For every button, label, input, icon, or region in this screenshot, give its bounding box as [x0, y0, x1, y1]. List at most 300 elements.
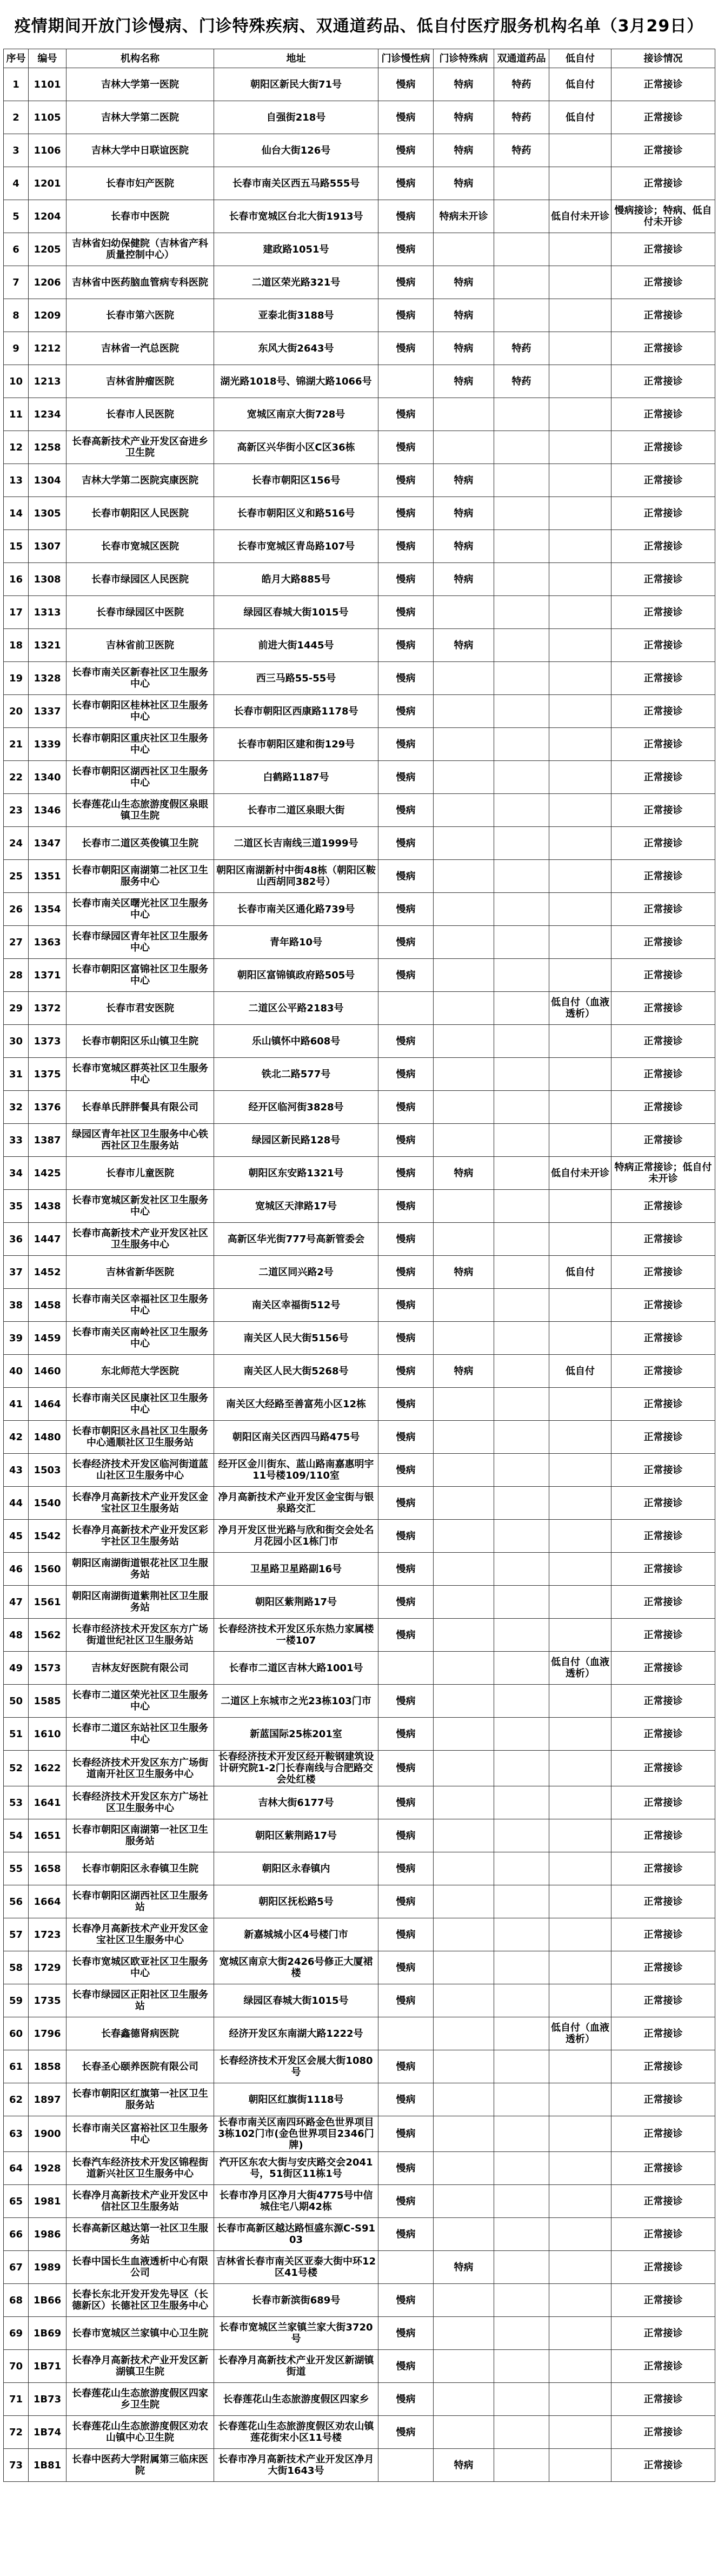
institution-table — [3, 49, 715, 2482]
row-index: 71 — [4, 2383, 29, 2416]
row-index: 3 — [4, 134, 29, 167]
row-address: 吉林大街6177号 — [214, 1786, 378, 1819]
row-code: 1212 — [29, 332, 67, 365]
row-index: 5 — [4, 200, 29, 233]
row-code: 1542 — [29, 1520, 67, 1553]
row-status: 正常接诊 — [611, 2116, 715, 2152]
row-low-copay — [549, 2317, 611, 2350]
row-status: 正常接诊 — [611, 1885, 715, 1918]
table-row — [4, 662, 715, 695]
row-index: 37 — [4, 1256, 29, 1289]
row-code: 1460 — [29, 1355, 67, 1388]
row-special — [434, 1487, 494, 1520]
row-address: 高新区华光街777号高新管委会 — [214, 1223, 378, 1256]
header-chronic: 门诊慢性病 — [378, 49, 434, 68]
table-row — [4, 2251, 715, 2284]
row-low-copay — [549, 1751, 611, 1786]
table-row — [4, 1058, 715, 1091]
row-index: 55 — [4, 1852, 29, 1885]
row-dual-channel — [494, 2284, 549, 2317]
row-index: 53 — [4, 1786, 29, 1819]
row-index: 26 — [4, 893, 29, 926]
row-code: 1562 — [29, 1619, 67, 1652]
row-name: 长春市朝阳区永昌社区卫生服务中心通顺社区卫生服务站 — [67, 1421, 214, 1454]
row-name: 长春市君安医院 — [67, 992, 214, 1025]
row-low-copay — [549, 1586, 611, 1619]
row-dual-channel — [494, 398, 549, 431]
row-code: 1363 — [29, 926, 67, 959]
table-row — [4, 2050, 715, 2083]
row-status: 慢病接诊；特病、低自付未开诊 — [611, 200, 715, 233]
row-dual-channel — [494, 794, 549, 827]
row-special — [434, 1190, 494, 1223]
row-low-copay — [549, 1388, 611, 1421]
table-row — [4, 1124, 715, 1157]
row-name: 长春中国长生血液透析中心有限公司 — [67, 2251, 214, 2284]
row-low-copay — [549, 1487, 611, 1520]
row-name: 东北师范大学医院 — [67, 1355, 214, 1388]
row-special — [434, 2083, 494, 2116]
row-index: 42 — [4, 1421, 29, 1454]
row-dual-channel — [494, 1652, 549, 1685]
row-low-copay — [549, 1520, 611, 1553]
row-status: 正常接诊 — [611, 728, 715, 761]
table-row — [4, 728, 715, 761]
table-row — [4, 134, 715, 167]
row-address: 青年路10号 — [214, 926, 378, 959]
row-special — [434, 1652, 494, 1685]
row-name: 长春市宽城区新发社区卫生服务中心 — [67, 1190, 214, 1223]
row-index: 25 — [4, 860, 29, 893]
row-special: 特病 — [434, 530, 494, 563]
row-index: 14 — [4, 497, 29, 530]
row-low-copay — [549, 1786, 611, 1819]
row-address: 湖光路1018号、锦湖大路1066号 — [214, 365, 378, 398]
row-status: 正常接诊 — [611, 596, 715, 629]
row-code: 1258 — [29, 431, 67, 464]
row-index: 38 — [4, 1289, 29, 1322]
row-name: 长春高新区越达第一社区卫生服务站 — [67, 2218, 214, 2251]
table-row — [4, 1256, 715, 1289]
row-dual-channel — [494, 1984, 549, 2017]
row-status: 正常接诊 — [611, 959, 715, 992]
row-chronic: 慢病 — [378, 1454, 434, 1487]
row-chronic — [378, 2251, 434, 2284]
table-row — [4, 332, 715, 365]
row-index: 54 — [4, 1819, 29, 1852]
row-name: 长春市朝阳区湖西社区卫生服务中心 — [67, 761, 214, 794]
row-index: 34 — [4, 1157, 29, 1190]
row-status: 正常接诊 — [611, 1652, 715, 1685]
row-address: 宽城区南京大街2426号修正大厦裙楼 — [214, 1951, 378, 1984]
row-chronic: 慢病 — [378, 596, 434, 629]
row-address: 铁北二路577号 — [214, 1058, 378, 1091]
row-status: 正常接诊 — [611, 2017, 715, 2050]
row-name: 长春市朝阳区红旗第一社区卫生服务站 — [67, 2083, 214, 2116]
row-code: 1585 — [29, 1685, 67, 1718]
row-address: 建政路1051号 — [214, 233, 378, 266]
row-dual-channel: 特药 — [494, 68, 549, 101]
table-row — [4, 794, 715, 827]
row-chronic: 慢病 — [378, 134, 434, 167]
table-row — [4, 1951, 715, 1984]
row-chronic: 慢病 — [378, 1718, 434, 1751]
row-special: 特病未开诊 — [434, 200, 494, 233]
table-row — [4, 1289, 715, 1322]
row-address: 绿园区春城大街1015号 — [214, 1984, 378, 2017]
row-special — [434, 1586, 494, 1619]
row-name: 长春市绿园区正阳社区卫生服务站 — [67, 1984, 214, 2017]
row-low-copay — [549, 266, 611, 299]
row-status: 正常接诊 — [611, 926, 715, 959]
table-row — [4, 398, 715, 431]
row-chronic: 慢病 — [378, 629, 434, 662]
row-code: 1206 — [29, 266, 67, 299]
row-index: 23 — [4, 794, 29, 827]
row-dual-channel: 特药 — [494, 365, 549, 398]
row-code: 1354 — [29, 893, 67, 926]
row-name: 长春市绿园区中医院 — [67, 596, 214, 629]
row-dual-channel — [494, 1487, 549, 1520]
row-address: 二道区荣光路321号 — [214, 266, 378, 299]
table-row — [4, 2152, 715, 2185]
row-dual-channel — [494, 497, 549, 530]
row-index: 4 — [4, 167, 29, 200]
row-low-copay — [549, 431, 611, 464]
row-dual-channel — [494, 1685, 549, 1718]
row-address: 南关区幸福街512号 — [214, 1289, 378, 1322]
row-chronic: 慢病 — [378, 1885, 434, 1918]
row-dual-channel — [494, 530, 549, 563]
row-special — [434, 1421, 494, 1454]
table-row — [4, 1619, 715, 1652]
row-chronic: 慢病 — [378, 266, 434, 299]
row-index: 11 — [4, 398, 29, 431]
row-index: 1 — [4, 68, 29, 101]
row-special — [434, 2218, 494, 2251]
row-dual-channel — [494, 1190, 549, 1223]
row-address: 朝阳区红旗街1118号 — [214, 2083, 378, 2116]
row-dual-channel — [494, 662, 549, 695]
row-status: 正常接诊 — [611, 2284, 715, 2317]
row-dual-channel — [494, 1718, 549, 1751]
row-index: 59 — [4, 1984, 29, 2017]
row-special — [434, 1918, 494, 1951]
row-address: 朝阳区南湖新村中街48栋（朝阳区鞍山西胡同382号） — [214, 860, 378, 893]
row-index: 60 — [4, 2017, 29, 2050]
table-row — [4, 629, 715, 662]
row-low-copay — [549, 761, 611, 794]
row-low-copay — [549, 2083, 611, 2116]
row-code: 1723 — [29, 1918, 67, 1951]
row-address: 长春莲花山生态旅游度假区劝农山镇莲花街宋小区11号楼 — [214, 2416, 378, 2449]
row-special — [434, 2350, 494, 2383]
row-code: 1346 — [29, 794, 67, 827]
row-index: 43 — [4, 1454, 29, 1487]
row-name: 绿园区青年社区卫生服务中心铁西社区卫生服务站 — [67, 1124, 214, 1157]
table-row — [4, 992, 715, 1025]
row-chronic: 慢病 — [378, 1487, 434, 1520]
table-row — [4, 893, 715, 926]
row-chronic — [378, 365, 434, 398]
row-name: 长春汽车经济技术开发区锦程街道新兴社区卫生服务中心 — [67, 2152, 214, 2185]
row-special — [434, 926, 494, 959]
row-dual-channel — [494, 2218, 549, 2251]
row-status: 正常接诊 — [611, 860, 715, 893]
row-address: 自强街218号 — [214, 101, 378, 134]
table-row — [4, 1388, 715, 1421]
row-address: 长春经济技术开发区会展大街1080号 — [214, 2050, 378, 2083]
table-row — [4, 530, 715, 563]
row-address: 二道区上东城市之光23栋103门市 — [214, 1685, 378, 1718]
row-index: 68 — [4, 2284, 29, 2317]
row-special — [434, 1058, 494, 1091]
row-special: 特病 — [434, 464, 494, 497]
row-name: 长春市二道区英俊镇卫生院 — [67, 827, 214, 860]
row-status: 正常接诊 — [611, 1586, 715, 1619]
row-special: 特病 — [434, 629, 494, 662]
row-status: 正常接诊 — [611, 794, 715, 827]
row-dual-channel — [494, 1091, 549, 1124]
row-dual-channel — [494, 2185, 549, 2218]
row-index: 62 — [4, 2083, 29, 2116]
row-code: 1387 — [29, 1124, 67, 1157]
row-status: 正常接诊 — [611, 1289, 715, 1322]
row-status: 正常接诊 — [611, 1091, 715, 1124]
row-code: 1351 — [29, 860, 67, 893]
row-code: 1438 — [29, 1190, 67, 1223]
row-chronic: 慢病 — [378, 530, 434, 563]
row-dual-channel — [494, 2251, 549, 2284]
row-code: 1337 — [29, 695, 67, 728]
row-code: 1372 — [29, 992, 67, 1025]
row-address: 皓月大路885号 — [214, 563, 378, 596]
row-index: 32 — [4, 1091, 29, 1124]
row-chronic: 慢病 — [378, 167, 434, 200]
row-chronic: 慢病 — [378, 1322, 434, 1355]
row-low-copay — [549, 332, 611, 365]
row-chronic: 慢病 — [378, 1058, 434, 1091]
table-row — [4, 101, 715, 134]
row-index: 45 — [4, 1520, 29, 1553]
row-code: 1B69 — [29, 2317, 67, 2350]
row-low-copay — [549, 2185, 611, 2218]
row-address: 二道区公平路2183号 — [214, 992, 378, 1025]
row-index: 8 — [4, 299, 29, 332]
row-address: 长春市二道区泉眼大街 — [214, 794, 378, 827]
row-code: 1897 — [29, 2083, 67, 2116]
row-code: 1928 — [29, 2152, 67, 2185]
row-address: 乐山镇怀中路608号 — [214, 1025, 378, 1058]
row-address: 朝阳区东安路1321号 — [214, 1157, 378, 1190]
row-low-copay — [549, 497, 611, 530]
row-name: 长春市南关区富裕社区卫生服务中心 — [67, 2116, 214, 2152]
table-body — [4, 68, 715, 2482]
row-address: 朝阳区紫荆路17号 — [214, 1819, 378, 1852]
row-chronic: 慢病 — [378, 1190, 434, 1223]
row-chronic: 慢病 — [378, 1091, 434, 1124]
row-chronic: 慢病 — [378, 1918, 434, 1951]
row-name: 吉林省新华医院 — [67, 1256, 214, 1289]
row-low-copay — [549, 2284, 611, 2317]
table-row — [4, 596, 715, 629]
row-special — [434, 1951, 494, 1984]
row-status: 正常接诊 — [611, 1388, 715, 1421]
row-address: 前进大街1445号 — [214, 629, 378, 662]
table-row — [4, 1553, 715, 1586]
row-dual-channel — [494, 2116, 549, 2152]
table-row — [4, 1454, 715, 1487]
row-index: 31 — [4, 1058, 29, 1091]
row-chronic: 慢病 — [378, 893, 434, 926]
row-low-copay: 低自付（血液透析） — [549, 1652, 611, 1685]
row-low-copay — [549, 2152, 611, 2185]
row-dual-channel — [494, 1322, 549, 1355]
table-row — [4, 695, 715, 728]
row-low-copay: 低自付未开诊 — [549, 1157, 611, 1190]
row-address: 南关区人民大街5268号 — [214, 1355, 378, 1388]
row-name: 长春市南关区南岭社区卫生服务中心 — [67, 1322, 214, 1355]
row-dual-channel: 特药 — [494, 134, 549, 167]
row-status: 特病正常接诊；低自付未开诊 — [611, 1157, 715, 1190]
row-status: 正常接诊 — [611, 299, 715, 332]
row-special — [434, 1454, 494, 1487]
row-name: 长春市南关区新春社区卫生服务中心 — [67, 662, 214, 695]
row-low-copay — [549, 794, 611, 827]
table-row — [4, 2116, 715, 2152]
row-low-copay — [549, 167, 611, 200]
row-code: 1464 — [29, 1388, 67, 1421]
row-status: 正常接诊 — [611, 1355, 715, 1388]
table-row — [4, 2416, 715, 2449]
row-code: 1458 — [29, 1289, 67, 1322]
row-address: 南关区大经路至善富苑小区12栋 — [214, 1388, 378, 1421]
row-code: 1622 — [29, 1751, 67, 1786]
table-row — [4, 2218, 715, 2251]
row-index: 20 — [4, 695, 29, 728]
row-chronic: 慢病 — [378, 233, 434, 266]
row-name: 长春市人民医院 — [67, 398, 214, 431]
table-row — [4, 827, 715, 860]
table-row — [4, 959, 715, 992]
row-special — [434, 1718, 494, 1751]
row-special — [434, 1289, 494, 1322]
row-chronic: 慢病 — [378, 1520, 434, 1553]
row-code: 1B71 — [29, 2350, 67, 2383]
row-address: 长春市朝阳区156号 — [214, 464, 378, 497]
row-dual-channel — [494, 1751, 549, 1786]
row-special: 特病 — [434, 68, 494, 101]
row-index: 65 — [4, 2185, 29, 2218]
row-index: 19 — [4, 662, 29, 695]
row-dual-channel — [494, 2152, 549, 2185]
row-status: 正常接诊 — [611, 1190, 715, 1223]
row-special — [434, 662, 494, 695]
row-code: 1425 — [29, 1157, 67, 1190]
row-special — [434, 794, 494, 827]
row-status: 正常接诊 — [611, 629, 715, 662]
row-special: 特病 — [434, 101, 494, 134]
row-status: 正常接诊 — [611, 2218, 715, 2251]
row-status: 正常接诊 — [611, 2152, 715, 2185]
row-low-copay: 低自付 — [549, 1256, 611, 1289]
row-address: 长春市高新区越达路恒盛东源C-S9103 — [214, 2218, 378, 2251]
row-name: 长春市宽城区欧亚社区卫生服务中心 — [67, 1951, 214, 1984]
row-address: 长春市南关区通化路739号 — [214, 893, 378, 926]
row-index: 67 — [4, 2251, 29, 2284]
row-status: 正常接诊 — [611, 1223, 715, 1256]
table-row — [4, 1852, 715, 1885]
row-code: 1305 — [29, 497, 67, 530]
row-status: 正常接诊 — [611, 1718, 715, 1751]
row-low-copay — [549, 2383, 611, 2416]
row-address: 长春市宽城区青岛路107号 — [214, 530, 378, 563]
row-name: 长春净月高新技术产业开发区彩宇社区卫生服务站 — [67, 1520, 214, 1553]
table-row — [4, 1718, 715, 1751]
row-index: 39 — [4, 1322, 29, 1355]
row-chronic: 慢病 — [378, 1685, 434, 1718]
row-status: 正常接诊 — [611, 662, 715, 695]
row-low-copay — [549, 2218, 611, 2251]
row-index: 47 — [4, 1586, 29, 1619]
row-name: 吉林省前卫医院 — [67, 629, 214, 662]
row-code: 1339 — [29, 728, 67, 761]
row-low-copay — [549, 398, 611, 431]
row-low-copay — [549, 1058, 611, 1091]
row-status: 正常接诊 — [611, 827, 715, 860]
row-status: 正常接诊 — [611, 530, 715, 563]
row-code: 1664 — [29, 1885, 67, 1918]
row-chronic: 慢病 — [378, 1852, 434, 1885]
row-special — [434, 1619, 494, 1652]
row-chronic: 慢病 — [378, 695, 434, 728]
row-index: 66 — [4, 2218, 29, 2251]
row-dual-channel — [494, 431, 549, 464]
table-row — [4, 1652, 715, 1685]
row-code: 1796 — [29, 2017, 67, 2050]
row-dual-channel — [494, 1819, 549, 1852]
row-code: 1651 — [29, 1819, 67, 1852]
row-address: 宽城区南京大街728号 — [214, 398, 378, 431]
row-special — [434, 431, 494, 464]
row-code: 1B81 — [29, 2449, 67, 2482]
row-status: 正常接诊 — [611, 2449, 715, 2482]
row-code: 1561 — [29, 1586, 67, 1619]
row-status: 正常接诊 — [611, 1984, 715, 2017]
row-dual-channel — [494, 1223, 549, 1256]
row-name: 吉林省妇幼保健院（吉林省产科质量控制中心） — [67, 233, 214, 266]
row-special — [434, 2416, 494, 2449]
row-code: 1205 — [29, 233, 67, 266]
row-dual-channel — [494, 1951, 549, 1984]
table-row — [4, 68, 715, 101]
row-name: 长春莲花山生态旅游度假区泉眼镇卫生院 — [67, 794, 214, 827]
row-status: 正常接诊 — [611, 2083, 715, 2116]
row-address: 长春市朝阳区西康路1178号 — [214, 695, 378, 728]
row-low-copay — [549, 1322, 611, 1355]
row-chronic — [378, 1652, 434, 1685]
row-low-copay: 低自付 — [549, 101, 611, 134]
row-special — [434, 2050, 494, 2083]
row-low-copay: 低自付 — [549, 68, 611, 101]
row-code: 1729 — [29, 1951, 67, 1984]
row-code: 1540 — [29, 1487, 67, 1520]
row-dual-channel — [494, 2416, 549, 2449]
row-special — [434, 2152, 494, 2185]
row-address: 亚泰北街3188号 — [214, 299, 378, 332]
header-code: 编号 — [29, 49, 67, 68]
row-special: 特病 — [434, 134, 494, 167]
